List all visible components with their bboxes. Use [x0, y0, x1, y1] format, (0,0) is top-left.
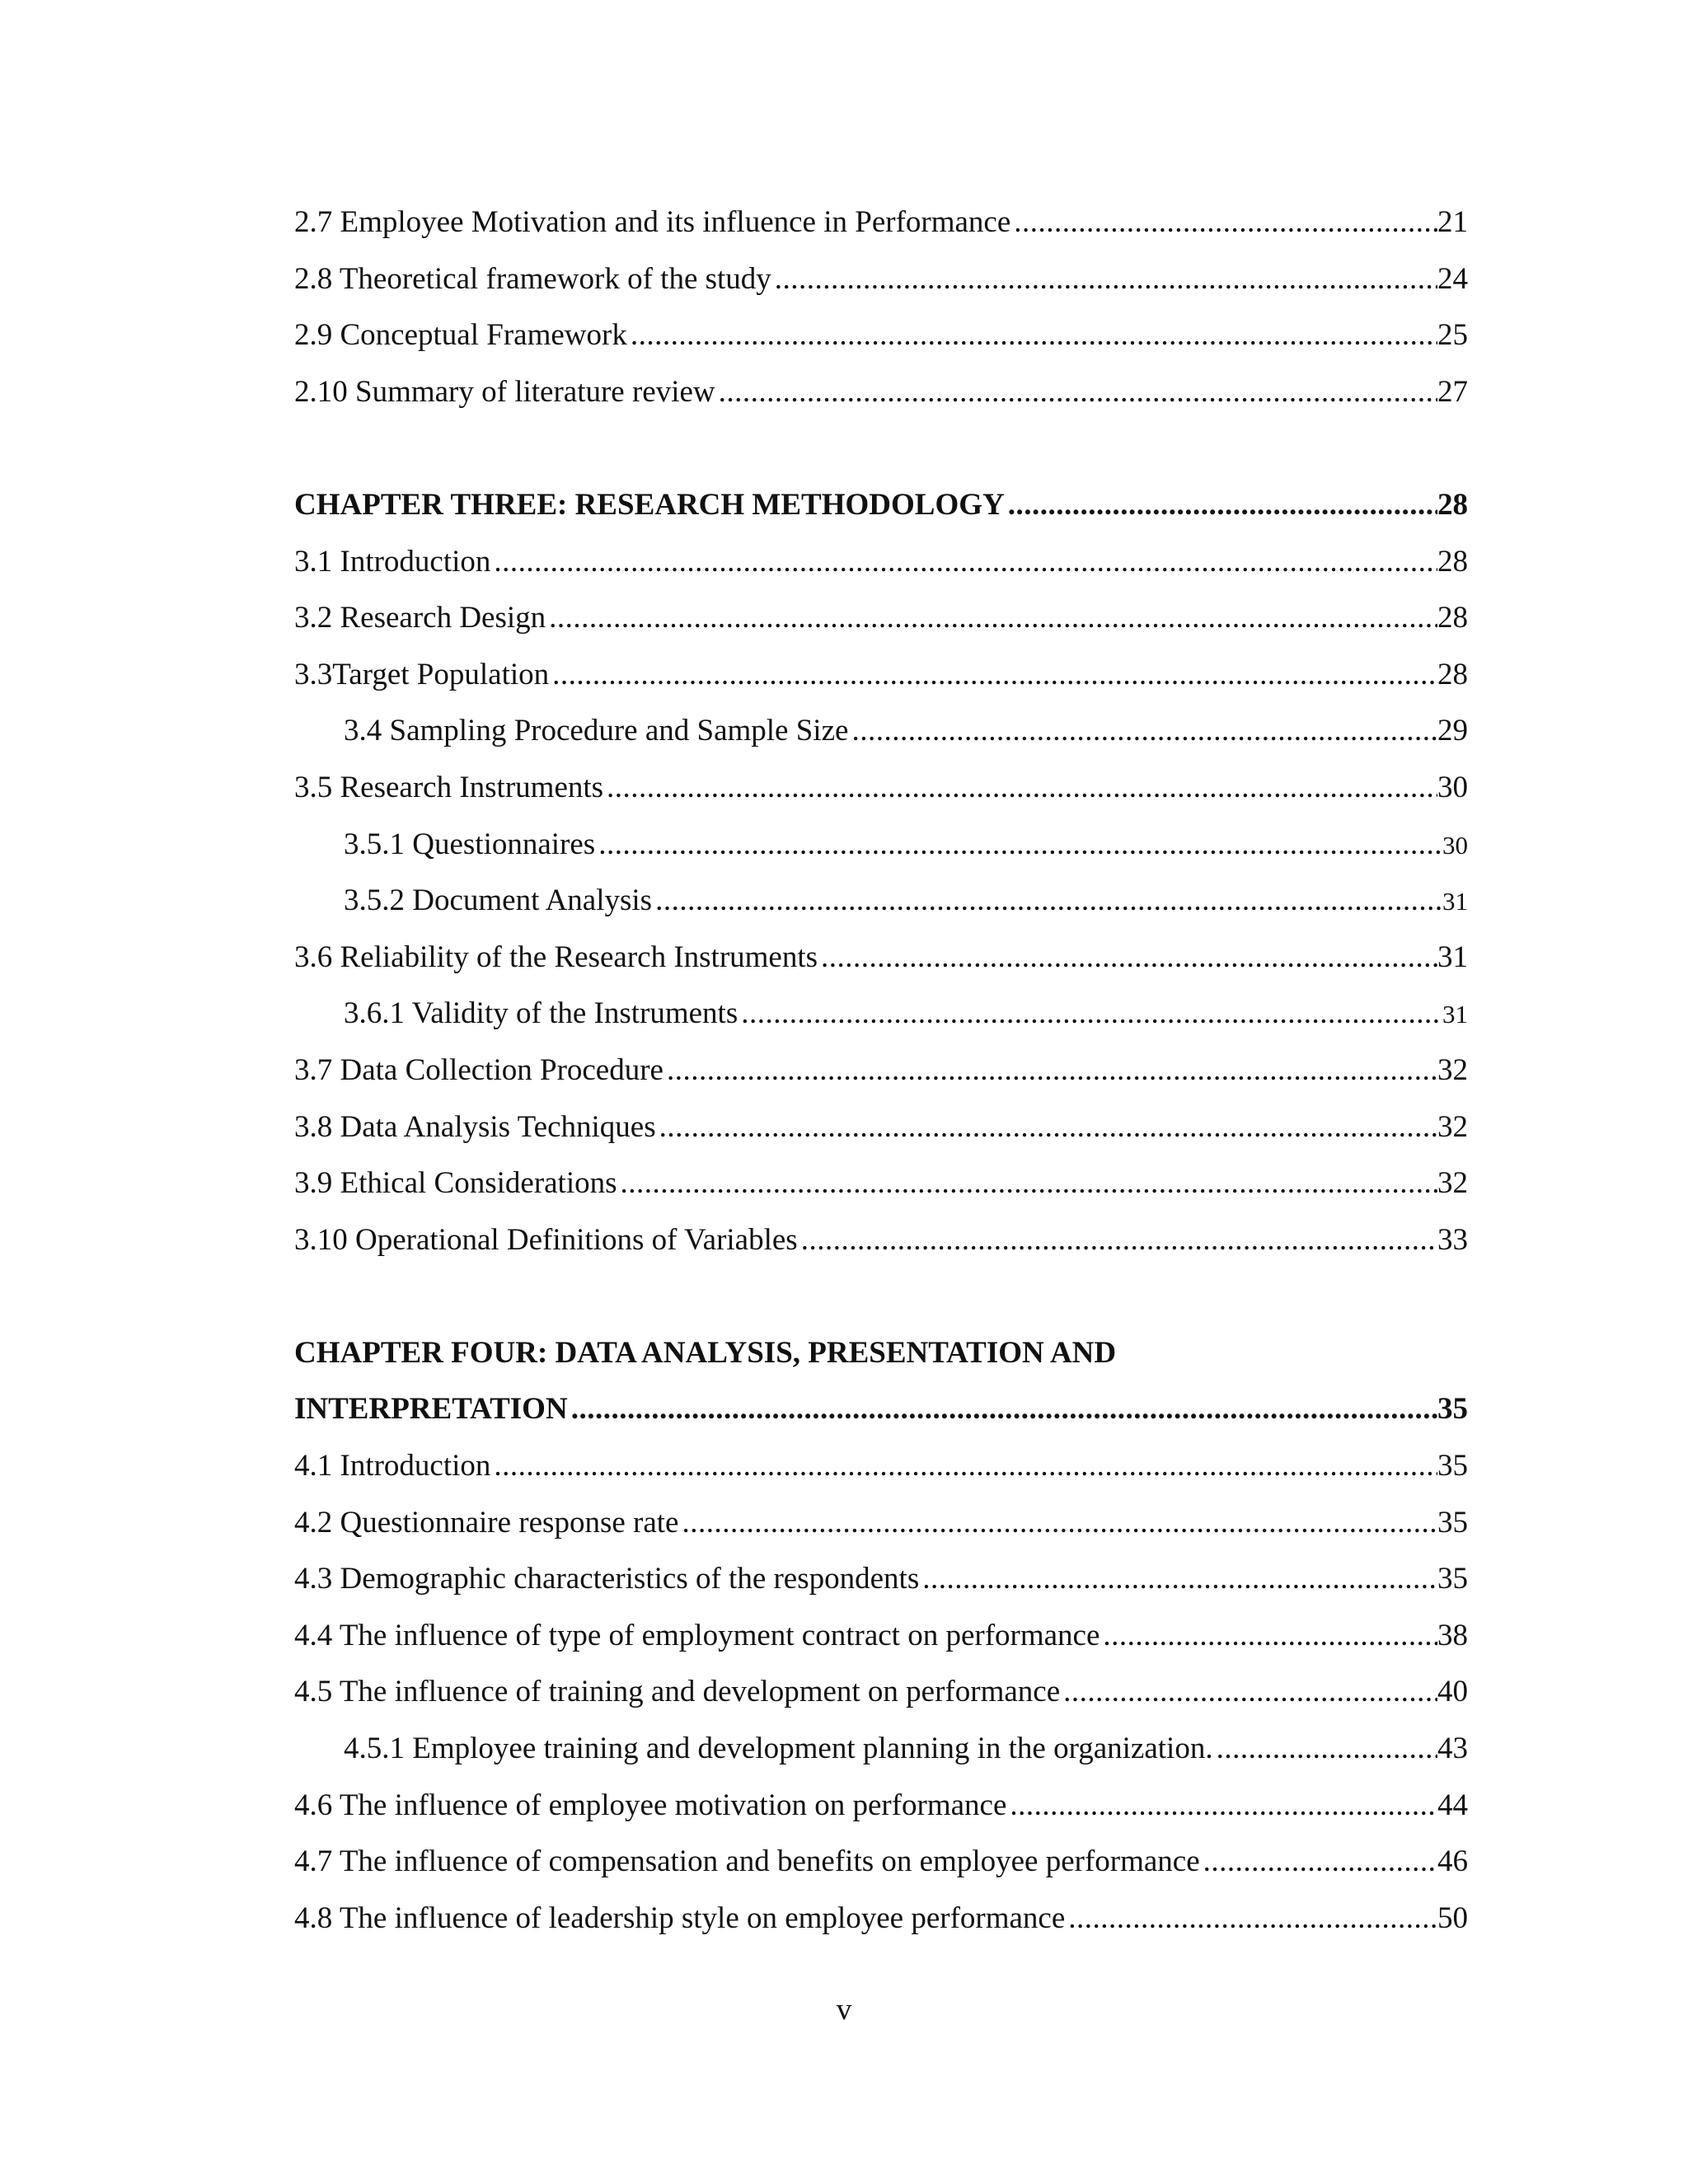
dot-leader — [598, 817, 1442, 874]
toc-entry-4-8[interactable] — [294, 1891, 1468, 1947]
toc-chapter-title-cont: INTERPRETATION — [294, 1392, 568, 1427]
toc-entry-3-6[interactable] — [294, 930, 1468, 987]
dot-leader — [494, 534, 1437, 591]
toc-entry-page: 30 — [1437, 770, 1468, 804]
dot-leader — [621, 1155, 1437, 1212]
toc-entry-title: 4.8 The influence of leadership style on employee performance — [294, 1900, 1066, 1935]
toc-entry-page: 28 — [1437, 544, 1468, 579]
toc-entry-page: 31 — [1442, 887, 1468, 916]
toc-entry-page: 28 — [1437, 657, 1468, 691]
toc-entry-page: 40 — [1437, 1675, 1468, 1709]
toc-entry-2-9[interactable] — [294, 307, 1468, 364]
dot-leader — [922, 1551, 1437, 1608]
toc-entry-page: 21 — [1437, 205, 1468, 239]
toc-entry-2-10[interactable] — [294, 364, 1468, 421]
dot-leader — [549, 590, 1437, 647]
toc-entry-page: 24 — [1437, 261, 1468, 296]
toc-entry-title: 3.8 Data Analysis Techniques — [294, 1109, 656, 1144]
toc-entry-title: 3.2 Research Design — [294, 601, 546, 635]
toc-entry-title: 4.6 The influence of employee motivation on performance — [294, 1788, 1007, 1822]
toc-entry-page: 33 — [1437, 1222, 1468, 1257]
toc-entry-title: 3.9 Ethical Considerations — [294, 1166, 617, 1201]
toc-entry-3-5-2[interactable] — [294, 873, 1468, 930]
dot-leader — [1203, 1834, 1437, 1891]
dot-leader — [741, 986, 1442, 1043]
toc-chapter-page: 35 — [1437, 1392, 1468, 1427]
toc-entry-title: 2.8 Theoretical framework of the study — [294, 261, 771, 296]
dot-leader — [1217, 1721, 1437, 1778]
toc-entry-3-1[interactable] — [294, 534, 1468, 591]
table-of-contents — [294, 194, 1468, 1947]
dot-leader — [655, 873, 1442, 930]
toc-entry-3-4[interactable] — [294, 703, 1468, 760]
toc-entry-title: 3.5 Research Instruments — [294, 770, 604, 804]
dot-leader — [775, 251, 1437, 308]
toc-entry-page: 27 — [1437, 374, 1468, 409]
toc-entry-page: 43 — [1437, 1732, 1468, 1766]
dot-leader — [659, 1099, 1437, 1156]
dot-leader — [1008, 477, 1437, 534]
toc-entry-page: 31 — [1442, 1000, 1468, 1029]
toc-entry-4-5[interactable] — [294, 1664, 1468, 1721]
toc-entry-title: 2.7 Employee Motivation and its influence in Performance — [294, 205, 1011, 239]
toc-entry-title: 3.6 Reliability of the Research Instruments — [294, 940, 818, 974]
toc-entry-3-3[interactable] — [294, 647, 1468, 704]
toc-entry-title: 4.2 Questionnaire response rate — [294, 1505, 679, 1540]
toc-entry-page: 35 — [1437, 1562, 1468, 1596]
toc-entry-title: 3.6.1 Validity of the Instruments — [344, 996, 738, 1031]
dot-leader — [851, 703, 1437, 760]
toc-entry-title: 2.10 Summary of literature review — [294, 374, 715, 409]
dot-leader — [631, 307, 1437, 364]
toc-entry-page: 32 — [1437, 1052, 1468, 1087]
toc-entry-title: 3.10 Operational Definitions of Variables — [294, 1222, 798, 1257]
section-spacer — [294, 1268, 1468, 1325]
toc-entry-4-1[interactable] — [294, 1438, 1468, 1495]
toc-entry-3-2[interactable] — [294, 590, 1468, 647]
toc-entry-page: 25 — [1437, 318, 1468, 353]
toc-entry-3-9[interactable] — [294, 1155, 1468, 1212]
toc-entry-3-8[interactable] — [294, 1099, 1468, 1156]
toc-entry-page: 44 — [1437, 1788, 1468, 1822]
toc-entry-3-7[interactable] — [294, 1043, 1468, 1099]
toc-entry-3-5-1[interactable] — [294, 817, 1468, 874]
toc-entry-page: 31 — [1437, 940, 1468, 974]
toc-entry-title: 3.5.1 Questionnaires — [344, 827, 596, 861]
toc-entry-4-4[interactable] — [294, 1608, 1468, 1665]
toc-entry-2-8[interactable] — [294, 251, 1468, 308]
toc-entry-title: 4.5.1 Employee training and development planning in the organization. — [344, 1732, 1213, 1766]
toc-entry-page: 28 — [1437, 601, 1468, 635]
toc-entry-title: 4.1 Introduction — [294, 1449, 491, 1483]
dot-leader — [801, 1212, 1437, 1269]
toc-entry-3-6-1[interactable] — [294, 986, 1468, 1043]
toc-entry-title: 4.5 The influence of training and development on performance — [294, 1675, 1061, 1709]
toc-entry-title: 3.4 Sampling Procedure and Sample Size — [344, 714, 849, 748]
toc-entry-page: 46 — [1437, 1844, 1468, 1879]
dot-leader — [821, 930, 1437, 987]
toc-entry-4-7[interactable] — [294, 1834, 1468, 1891]
dot-leader — [682, 1495, 1437, 1552]
toc-entry-4-6[interactable] — [294, 1778, 1468, 1835]
toc-chapter-page: 28 — [1437, 487, 1468, 522]
toc-chapter-three[interactable] — [294, 477, 1468, 534]
toc-chapter-four-heading[interactable] — [294, 1325, 1468, 1382]
dot-leader — [1068, 1891, 1437, 1947]
toc-entry-3-10[interactable] — [294, 1212, 1468, 1269]
toc-entry-4-2[interactable] — [294, 1495, 1468, 1552]
toc-entry-title: 3.7 Data Collection Procedure — [294, 1052, 663, 1087]
page-number: v — [836, 1993, 852, 2027]
toc-entry-page: 30 — [1442, 830, 1468, 860]
toc-entry-title: 3.1 Introduction — [294, 544, 491, 579]
toc-entry-page: 32 — [1437, 1166, 1468, 1201]
toc-entry-page: 35 — [1437, 1505, 1468, 1540]
toc-entry-3-5[interactable] — [294, 760, 1468, 817]
toc-entry-4-3[interactable] — [294, 1551, 1468, 1608]
dot-leader — [1063, 1664, 1437, 1721]
dot-leader — [552, 647, 1437, 704]
dot-leader — [719, 364, 1437, 421]
toc-chapter-title: CHAPTER THREE: RESEARCH METHODOLOGY — [294, 487, 1005, 522]
dot-leader — [1103, 1608, 1437, 1665]
toc-entry-page: 32 — [1437, 1109, 1468, 1144]
toc-entry-page: 50 — [1437, 1900, 1468, 1935]
toc-chapter-four[interactable] — [294, 1381, 1468, 1438]
dot-leader — [571, 1381, 1437, 1438]
dot-leader — [667, 1043, 1437, 1099]
toc-entry-title: 3.3Target Population — [294, 657, 550, 691]
dot-leader — [607, 760, 1437, 817]
toc-entry-2-7[interactable] — [294, 194, 1468, 251]
toc-entry-title: 4.3 Demographic characteristics of the respondents — [294, 1562, 920, 1596]
dot-leader — [1010, 1778, 1437, 1835]
toc-entry-page: 35 — [1437, 1449, 1468, 1483]
toc-entry-title: 4.4 The influence of type of employment contract on performance — [294, 1618, 1100, 1652]
toc-entry-title: 3.5.2 Document Analysis — [344, 883, 653, 918]
section-spacer — [294, 420, 1468, 477]
toc-entry-page: 38 — [1437, 1618, 1468, 1652]
dot-leader — [1014, 194, 1437, 251]
toc-entry-4-5-1[interactable] — [294, 1721, 1468, 1778]
toc-entry-title: 2.9 Conceptual Framework — [294, 318, 627, 353]
toc-entry-page: 29 — [1437, 714, 1468, 748]
toc-chapter-title: CHAPTER FOUR: DATA ANALYSIS, PRESENTATION AND — [294, 1335, 1117, 1370]
toc-entry-title: 4.7 The influence of compensation and benefits on employee performance — [294, 1844, 1200, 1879]
dot-leader — [494, 1438, 1437, 1495]
